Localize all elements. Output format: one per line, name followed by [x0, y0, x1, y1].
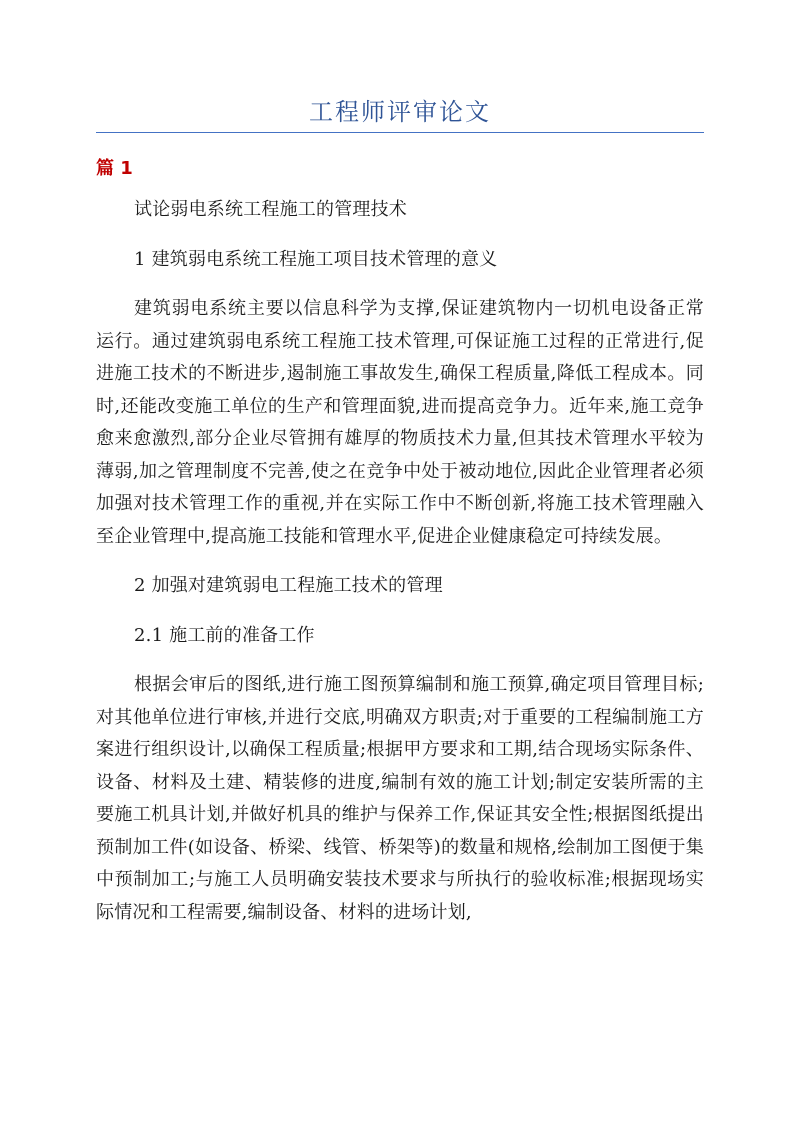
body-paragraph: 建筑弱电系统主要以信息科学为支撑,保证建筑物内一切机电设备正常运行。通过建筑弱电系统工程施工技术管理,可保证施工过程的正常进行,促进施工技术的不断进步,遏制施工事故发生,确保工程质量,降低工程成本。同时,还能改变施工单位的生产和管理面貌,进而提高竞争力。近年来,施工竞争愈来愈激烈,部分企业尽管拥有雄厚的物质技术力量,但其技术管理水平较为薄弱,加之管理制度不完善,使之在竞争中处于被动地位,因此企业管理者必须加强对技术管理工作的重视,并在实际工作中不断创新,将施工技术管理融入至企业管理中,提高施工技能和管理水平,促进企业健康稳定可持续发展。 [96, 298, 704, 547]
section-heading-2: 2 加强对建筑弱电工程施工技术的管理 [134, 575, 443, 596]
subsection-heading-2-1: 2.1 施工前的准备工作 [134, 624, 315, 646]
section-heading-1: 1 建筑弱电系统工程施工项目技术管理的意义 [134, 248, 498, 270]
title-divider [96, 132, 704, 133]
body-paragraph: 根据会审后的图纸,进行施工图预算编制和施工预算,确定项目管理目标;对其他单位进行审核,并进行交底,明确双方职责;对于重要的工程编制施工方案进行组织设计,以确保工程质量;根据甲方要求和工期,结合现场实际条件、设备、材料及土建、精装修的进度,编制有效的施工计划;制定安装所需的主要施工机具计划,并做好机具的维护与保养工作,保证其安全性;根据图纸提出预制加工件(如设备、桥梁、线管、桥架等)的数量和规格,绘制加工图便于集中预制加工;与施工人员明确安装技术要求与所执行的验收标准;根据现场实际情况和工程需要,编制设备、材料的进场计划, [96, 674, 704, 923]
document-title: 工程师评审论文 [309, 98, 491, 126]
article-title: 试论弱电系统工程施工的管理技术 [134, 199, 407, 220]
document-body [96, 194, 704, 946]
section-label: 篇 1 [96, 158, 133, 179]
